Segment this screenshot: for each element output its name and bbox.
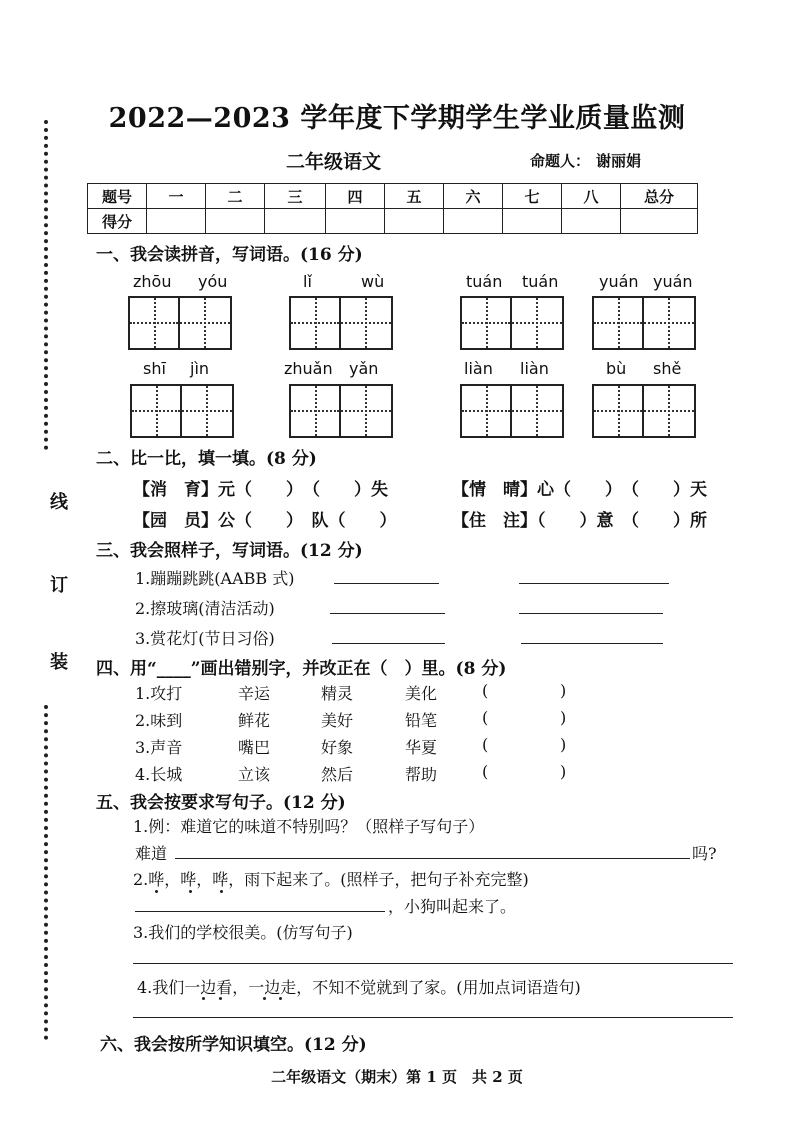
pinyin: yǎn: [349, 359, 379, 378]
compare-line: 【园 员】公（ ） 队（ ）: [133, 511, 397, 531]
pinyin: wù: [361, 272, 385, 291]
answer-bracket-close: ): [560, 708, 567, 727]
word-cell: 华夏: [405, 738, 438, 757]
sentence-answer-line[interactable]: [133, 963, 733, 964]
score-cell: 题号: [88, 184, 147, 209]
emphasis-dot: [155, 890, 158, 893]
answer-line[interactable]: [330, 613, 445, 614]
sentence-start: 难道: [135, 844, 168, 863]
score-cell: 八: [562, 184, 621, 209]
writing-grid[interactable]: [130, 384, 234, 438]
emphasis-dot: [219, 997, 222, 1000]
sentence-question: 4.我们一边看，一边走，不知不觉就到了家。(用加点词语造句): [137, 978, 581, 997]
score-cell: 总分: [621, 184, 698, 209]
section5-title: 五、我会按要求写句子。(12 分): [96, 793, 346, 813]
emphasis-dot: [263, 997, 266, 1000]
score-cell: 七: [503, 184, 562, 209]
writing-grid[interactable]: [592, 384, 696, 438]
pinyin: zhōu: [133, 272, 172, 291]
emphasis-dot: [189, 890, 192, 893]
score-row-label: 得分: [88, 209, 147, 234]
exam-title: 2022—2023 学年度下学期学生学业质量监测: [108, 103, 686, 134]
sentence-answer-line[interactable]: [175, 858, 690, 859]
score-table-score-row: [88, 209, 698, 234]
emphasis-dot: [279, 997, 282, 1000]
binding-char-2: 订: [47, 575, 68, 593]
compare-line: 【情 晴】心（ ） （ ）天: [452, 480, 707, 500]
pinyin: zhuǎn: [284, 359, 333, 378]
emphasis-dot: [202, 997, 205, 1000]
word-cell: 2.味到: [135, 711, 183, 730]
pinyin: tuán: [466, 272, 503, 291]
writing-grid[interactable]: [289, 384, 393, 438]
score-cell: 五: [385, 184, 444, 209]
score-cell: 三: [265, 184, 326, 209]
score-input-cell[interactable]: [326, 209, 385, 234]
writing-grid[interactable]: [289, 296, 393, 350]
sentence-answer-line[interactable]: [135, 911, 385, 912]
word-cell: 1.攻打: [135, 684, 183, 703]
answer-line[interactable]: [519, 613, 663, 614]
answer-bracket-open[interactable]: (: [482, 681, 489, 700]
answer-line[interactable]: [519, 583, 669, 584]
word-cell: 铅笔: [405, 711, 438, 730]
sentence-end: 吗?: [692, 844, 717, 863]
word-item: 2.擦玻璃(清洁活动): [135, 599, 275, 618]
pinyin: lǐ: [303, 272, 312, 291]
word-cell: 辛运: [238, 684, 271, 703]
sentence-answer-line[interactable]: [133, 1017, 733, 1018]
word-item: 1.蹦蹦跳跳(AABB 式): [135, 569, 295, 588]
score-table-header-row: [88, 184, 698, 209]
page-footer: 二年级语文（期末）第 1 页 共 2 页: [271, 1068, 523, 1086]
score-input-cell[interactable]: [265, 209, 326, 234]
binding-dotted-line-bottom: [44, 705, 48, 1040]
pinyin: yóu: [198, 272, 228, 291]
pinyin: liàn: [464, 359, 493, 378]
pinyin: yuán: [599, 272, 639, 291]
binding-char-3: 装: [47, 652, 68, 670]
word-cell: 好象: [321, 738, 354, 757]
word-item: 3.赏花灯(节日习俗): [135, 629, 275, 648]
answer-bracket-open[interactable]: (: [482, 762, 489, 781]
word-cell: 嘴巴: [238, 738, 271, 757]
sentence-end: ，小狗叫起来了。: [388, 897, 517, 916]
sentence-question: 2.哗，哗，哗，雨下起来了。(照样子，把句子补充完整): [133, 870, 529, 889]
answer-bracket-open[interactable]: (: [482, 708, 489, 727]
author-name: 谢丽娟: [596, 152, 642, 170]
writing-grid[interactable]: [460, 384, 564, 438]
word-cell: 4.长城: [135, 765, 183, 784]
writing-grid[interactable]: [128, 296, 232, 350]
score-input-cell[interactable]: [621, 209, 698, 234]
score-input-cell[interactable]: [385, 209, 444, 234]
emphasis-dot: [220, 890, 223, 893]
answer-bracket-close: ): [560, 762, 567, 781]
pinyin: shě: [653, 359, 682, 378]
grade-subject: 二年级语文: [286, 151, 382, 173]
section1-title: 一、我会读拼音，写词语。(16 分): [96, 245, 363, 265]
compare-line: 【消 育】元（ ） （ ）失: [133, 480, 388, 500]
answer-bracket-close: ): [560, 735, 567, 754]
score-cell: 一: [147, 184, 206, 209]
score-input-cell[interactable]: [503, 209, 562, 234]
answer-line[interactable]: [332, 643, 445, 644]
author-label: 命题人：: [530, 152, 591, 170]
score-table: [87, 183, 698, 234]
word-cell: 3.声音: [135, 738, 183, 757]
word-cell: 帮助: [405, 765, 438, 784]
score-cell: 二: [206, 184, 265, 209]
section4-title: 四、用“____”画出错别字，并改正在（ ）里。(8 分): [96, 659, 507, 679]
word-cell: 美化: [405, 684, 438, 703]
score-input-cell[interactable]: [147, 209, 206, 234]
pinyin: yuán: [653, 272, 693, 291]
section3-title: 三、我会照样子，写词语。(12 分): [96, 541, 363, 561]
pinyin: shī: [143, 359, 166, 378]
pinyin: tuán: [522, 272, 559, 291]
word-cell: 然后: [321, 765, 354, 784]
word-cell: 鲜花: [238, 711, 271, 730]
word-cell: 立该: [238, 765, 271, 784]
section6-title: 六、我会按所学知识填空。(12 分): [100, 1035, 367, 1055]
answer-bracket-close: ): [560, 681, 567, 700]
answer-line[interactable]: [334, 583, 439, 584]
writing-grid[interactable]: [592, 296, 696, 350]
word-cell: 精灵: [321, 684, 354, 703]
compare-line: 【住 注】（ ）意 （ ）所: [452, 511, 707, 531]
word-cell: 美好: [321, 711, 354, 730]
section2-title: 二、比一比，填一填。(8 分): [96, 449, 317, 469]
pinyin: jìn: [190, 359, 210, 378]
binding-char-1: 线: [47, 492, 68, 510]
score-input-cell[interactable]: [206, 209, 265, 234]
score-input-cell[interactable]: [444, 209, 503, 234]
binding-dotted-line-top: [44, 120, 48, 450]
writing-grid[interactable]: [460, 296, 564, 350]
sentence-question: 1.例：难道它的味道不特别吗？（照样子写句子）: [133, 817, 485, 836]
pinyin: liàn: [520, 359, 549, 378]
score-cell: 六: [444, 184, 503, 209]
sentence-question: 3.我们的学校很美。(仿写句子): [133, 923, 353, 942]
score-input-cell[interactable]: [562, 209, 621, 234]
score-cell: 四: [326, 184, 385, 209]
answer-line[interactable]: [521, 643, 663, 644]
pinyin: bù: [606, 359, 627, 378]
answer-bracket-open[interactable]: (: [482, 735, 489, 754]
